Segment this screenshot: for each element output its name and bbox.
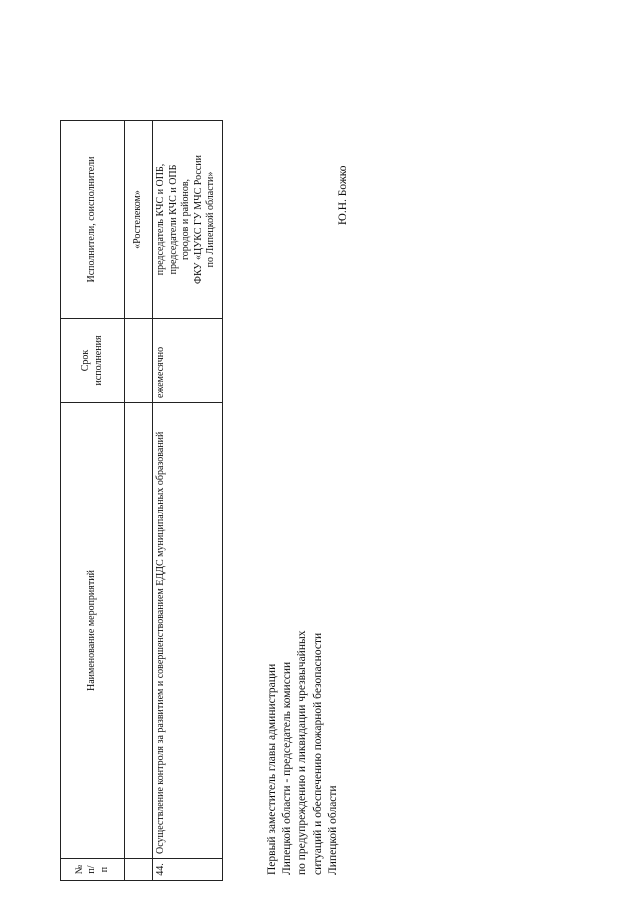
header-term-line: Срок — [80, 349, 91, 372]
signature-line: по предупреждению и ликвидации чрезвычайных — [296, 630, 309, 875]
signature-line: Липецкой области - председатель комиссии — [281, 661, 294, 875]
signature-line: ситуаций и обеспечению пожарной безопасности — [311, 632, 324, 875]
executor-line: председатели КЧС и ОПБ — [167, 164, 179, 275]
signature-line: Первый заместитель главы администрации — [266, 663, 278, 875]
row-term: ежемесячно — [153, 319, 223, 403]
row-name: Осуществление контроля за развитием и совершенствованием ЕДДС муниципальных образований — [153, 403, 223, 859]
continuation-row — [125, 121, 153, 881]
row-num: 44. — [153, 859, 223, 881]
header-executors: Исполнители, соисполнители — [61, 121, 125, 319]
signature-name: Ю.Н. Божко — [337, 165, 349, 225]
header-num — [61, 859, 125, 881]
table-header-row — [61, 121, 125, 881]
header-name: Наименование мероприятий — [61, 403, 125, 859]
executor-line: председатель КЧС и ОПБ, — [155, 163, 166, 276]
header-num-line: п/ — [86, 865, 98, 874]
header-term-line: исполнения — [92, 335, 104, 386]
continuation-term — [125, 319, 153, 403]
executor-line: ФКУ «ЦУКС ГУ МЧС России — [192, 155, 204, 284]
header-num-line: п — [98, 866, 110, 873]
executor-line: по Липецкой области» — [205, 171, 216, 268]
table-row — [153, 121, 223, 881]
header-term — [61, 319, 125, 403]
row-executors — [153, 121, 223, 319]
continuation-name — [125, 403, 153, 859]
executor-line: городов и районов, — [180, 178, 191, 261]
measures-table — [60, 120, 223, 881]
signature-position — [265, 355, 341, 875]
continuation-executors: «Ростелеком» — [125, 121, 153, 319]
signature-line: Липецкой области — [326, 785, 339, 875]
continuation-num — [125, 859, 153, 881]
header-num-line: № — [73, 864, 85, 875]
